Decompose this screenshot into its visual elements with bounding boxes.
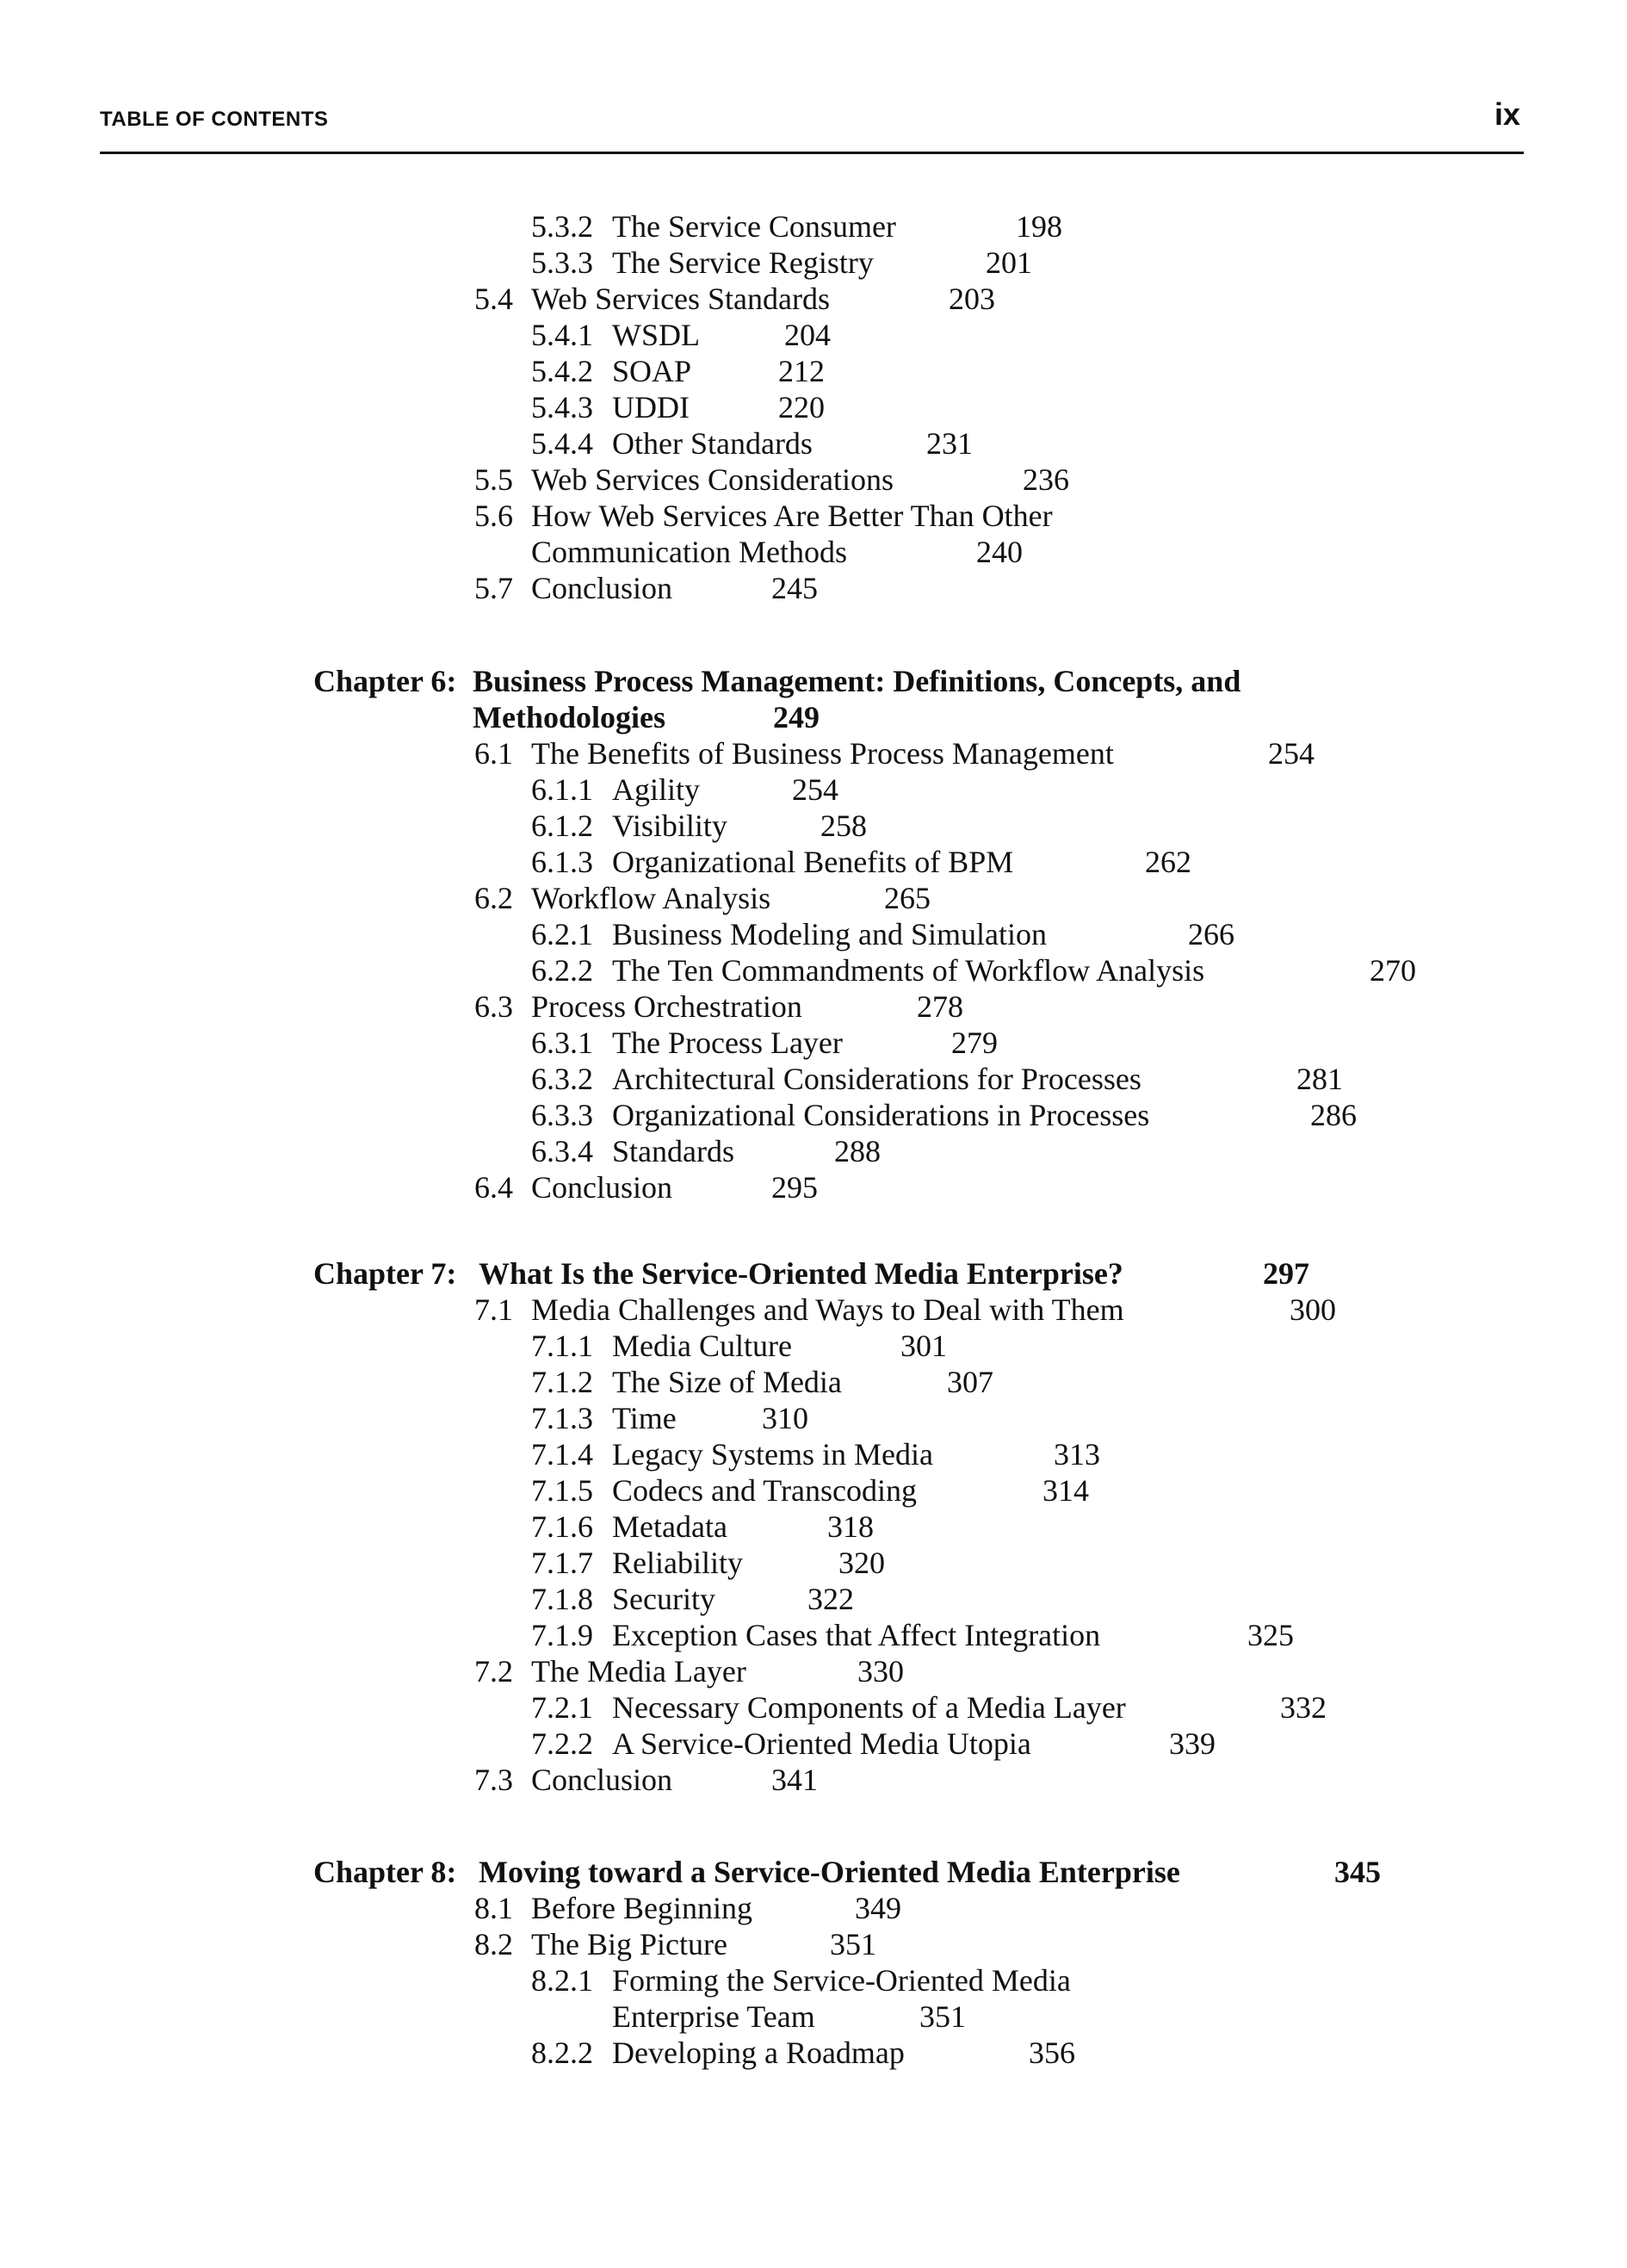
toc-title: Web Services Standards [531, 282, 831, 316]
chapter-6-heading[interactable] [313, 663, 1241, 699]
chapter-page: 345 [1334, 1855, 1381, 1889]
toc-number: 7.1.1 [531, 1329, 593, 1363]
chapter-title: Business Process Management: Definitions, Concepts, and [473, 664, 1241, 698]
toc-entry[interactable] [474, 1169, 818, 1205]
toc-page: 332 [1280, 1690, 1327, 1725]
toc-page: 236 [1023, 462, 1069, 497]
toc-title: Developing a Roadmap [612, 2036, 905, 2070]
toc-entry[interactable] [531, 1097, 1357, 1133]
toc-number: 6.1 [474, 736, 513, 771]
toc-number: 8.2 [474, 1927, 513, 1961]
toc-entry[interactable] [531, 1962, 1071, 1998]
chapter-6-heading-continuation[interactable] [473, 699, 820, 735]
toc-page: 320 [838, 1546, 885, 1580]
toc-entry[interactable] [474, 735, 1315, 771]
toc-number: 5.4.1 [531, 318, 593, 352]
toc-entry[interactable] [474, 1890, 901, 1926]
toc-title: Agility [612, 772, 701, 807]
toc-page: 301 [900, 1329, 947, 1363]
toc-title: Metadata [612, 1509, 727, 1544]
toc-number: 7.3 [474, 1763, 513, 1797]
toc-entry[interactable] [474, 1292, 1336, 1328]
toc-entry[interactable] [474, 498, 1053, 534]
toc-page: 201 [986, 245, 1032, 280]
toc-title: The Service Consumer [612, 209, 896, 244]
toc-title: Media Challenges and Ways to Deal with Them [531, 1292, 1124, 1327]
toc-page: 204 [784, 318, 831, 352]
toc-entry[interactable] [531, 952, 1416, 988]
toc-page: 314 [1042, 1473, 1089, 1508]
toc-title: A Service-Oriented Media Utopia [612, 1726, 1031, 1761]
toc-title: Communication Methods [531, 535, 847, 569]
toc-number: 6.1.2 [531, 809, 593, 843]
toc-title: Legacy Systems in Media [612, 1437, 933, 1472]
toc-title: Organizational Benefits of BPM [612, 845, 1014, 879]
toc-title: The Size of Media [612, 1365, 842, 1399]
toc-number: 6.3.3 [531, 1098, 593, 1132]
toc-number: 5.5 [474, 462, 513, 497]
running-head: TABLE OF CONTENTS [100, 108, 329, 131]
toc-title: Standards [612, 1134, 734, 1168]
toc-entry[interactable] [474, 1653, 904, 1689]
toc-number: 7.1.3 [531, 1401, 593, 1435]
toc-page: 262 [1145, 845, 1191, 879]
toc-number: 7.1.9 [531, 1618, 593, 1652]
toc-number: 5.4.2 [531, 354, 593, 388]
toc-entry[interactable] [531, 1400, 808, 1436]
toc-number: 5.4 [474, 282, 513, 316]
toc-page: 300 [1290, 1292, 1336, 1327]
toc-page: 286 [1310, 1098, 1357, 1132]
toc-page: 356 [1029, 2036, 1075, 2070]
toc-page: 322 [807, 1582, 854, 1616]
toc-entry[interactable] [531, 1509, 874, 1545]
toc-number: 7.2 [474, 1654, 513, 1689]
toc-page: 254 [1268, 736, 1315, 771]
toc-page: 279 [951, 1026, 998, 1060]
toc-number: 6.4 [474, 1170, 513, 1205]
toc-page: 307 [947, 1365, 993, 1399]
toc-page: 258 [820, 809, 867, 843]
chapter-page: 297 [1263, 1256, 1309, 1291]
toc-entry[interactable] [531, 1617, 1294, 1653]
toc-entry[interactable] [531, 1328, 947, 1364]
chapter-title: Moving toward a Service-Oriented Media Enterprise [479, 1855, 1180, 1889]
toc-page: 295 [771, 1170, 818, 1205]
toc-number: 6.1.1 [531, 772, 593, 807]
toc-entry[interactable] [531, 1689, 1327, 1726]
toc-title: Enterprise Team [612, 1999, 815, 2034]
toc-entry[interactable] [531, 1726, 1216, 1762]
toc-number: 6.3 [474, 989, 513, 1024]
toc-number: 8.1 [474, 1891, 513, 1925]
chapter-8-heading[interactable] [313, 1854, 1381, 1890]
toc-page: 212 [778, 354, 825, 388]
chapter-label: Chapter 6: [313, 664, 457, 698]
toc-entry[interactable] [531, 1436, 1100, 1472]
toc-number: 6.3.1 [531, 1026, 593, 1060]
toc-page: 339 [1169, 1726, 1216, 1761]
toc-entry[interactable] [474, 281, 995, 317]
toc-title: WSDL [612, 318, 700, 352]
toc-entry[interactable] [474, 462, 1069, 498]
toc-entry-continuation[interactable] [474, 534, 1023, 570]
toc-page: 203 [949, 282, 995, 316]
toc-title: How Web Services Are Better Than Other [531, 499, 1053, 533]
toc-entry[interactable] [531, 1061, 1343, 1097]
toc-title: Media Culture [612, 1329, 792, 1363]
toc-entry[interactable] [531, 208, 1062, 245]
toc-page: 266 [1188, 917, 1234, 951]
toc-page: 198 [1016, 209, 1062, 244]
toc-page: 351 [919, 1999, 966, 2034]
page-number: ix [1494, 96, 1520, 132]
toc-entry[interactable] [531, 1364, 993, 1400]
toc-number: 6.2 [474, 881, 513, 915]
toc-number: 7.2.1 [531, 1690, 593, 1725]
toc-page: 240 [976, 535, 1023, 569]
toc-page: 254 [792, 772, 838, 807]
toc-entry[interactable] [531, 1472, 1089, 1509]
toc-page: 341 [771, 1763, 818, 1797]
toc-title: Architectural Considerations for Processes [612, 1062, 1141, 1096]
toc-page: 288 [834, 1134, 881, 1168]
toc-entry[interactable] [474, 570, 818, 606]
toc-title: Visibility [612, 809, 727, 843]
toc-entry[interactable] [531, 844, 1191, 880]
toc-entry[interactable] [531, 1133, 881, 1169]
toc-number: 7.1.6 [531, 1509, 593, 1544]
toc-entry[interactable] [474, 1762, 818, 1798]
toc-page: 270 [1370, 953, 1416, 988]
toc-title: Before Beginning [531, 1891, 752, 1925]
toc-page: 220 [778, 390, 825, 424]
toc-number: 5.4.3 [531, 390, 593, 424]
chapter-label: Chapter 7: [313, 1256, 457, 1291]
toc-number: 5.7 [474, 571, 513, 605]
toc-number: 6.2.2 [531, 953, 593, 988]
toc-title: Workflow Analysis [531, 881, 771, 915]
toc-title: Business Modeling and Simulation [612, 917, 1048, 951]
toc-title: Reliability [612, 1546, 743, 1580]
toc-title: UDDI [612, 390, 690, 424]
toc-number: 6.1.3 [531, 845, 593, 879]
toc-title: Necessary Components of a Media Layer [612, 1690, 1126, 1725]
toc-page: 313 [1054, 1437, 1100, 1472]
toc-page: 265 [884, 881, 931, 915]
toc-entry[interactable] [474, 1926, 876, 1962]
toc-title: The Big Picture [531, 1927, 727, 1961]
toc-page: 318 [827, 1509, 874, 1544]
toc-entry[interactable] [531, 317, 831, 353]
toc-title: Time [612, 1401, 677, 1435]
toc-entry[interactable] [531, 425, 973, 462]
toc-title: Web Services Considerations [531, 462, 894, 497]
toc-number: 6.3.4 [531, 1134, 593, 1168]
toc-title: Organizational Considerations in Processes [612, 1098, 1150, 1132]
toc-title: Forming the Service-Oriented Media [612, 1963, 1071, 1998]
toc-number: 7.1.4 [531, 1437, 593, 1472]
toc-title: The Ten Commandments of Workflow Analysis [612, 953, 1205, 988]
toc-entry[interactable] [531, 1545, 885, 1581]
toc-page: 351 [830, 1927, 876, 1961]
toc-title: Process Orchestration [531, 989, 802, 1024]
toc-number: 5.4.4 [531, 426, 593, 461]
toc-page: 231 [926, 426, 973, 461]
toc-title: Codecs and Transcoding [612, 1473, 917, 1508]
toc-entry[interactable] [531, 771, 838, 808]
toc-entry[interactable] [531, 916, 1234, 952]
toc-title: The Service Registry [612, 245, 874, 280]
toc-number: 7.1.2 [531, 1365, 593, 1399]
header-rule [100, 152, 1524, 154]
toc-entry[interactable] [531, 389, 825, 425]
toc-title: Conclusion [531, 1170, 673, 1205]
chapter-title: Methodologies [473, 700, 665, 734]
toc-page: 349 [855, 1891, 901, 1925]
toc-title: The Benefits of Business Process Management [531, 736, 1114, 771]
toc-entry[interactable] [531, 1025, 998, 1061]
toc-title: Security [612, 1582, 715, 1616]
toc-number: 8.2.1 [531, 1963, 593, 1998]
chapter-title: What Is the Service-Oriented Media Enterprise? [479, 1256, 1123, 1291]
toc-number: 6.3.2 [531, 1062, 593, 1096]
toc-number: 7.1.5 [531, 1473, 593, 1508]
toc-page: 278 [917, 989, 963, 1024]
toc-number: 5.6 [474, 499, 513, 533]
toc-entry[interactable] [531, 245, 1032, 281]
toc-number: 7.1 [474, 1292, 513, 1327]
toc-entry[interactable] [531, 353, 825, 389]
toc-entry[interactable] [531, 1581, 854, 1617]
toc-title: The Process Layer [612, 1026, 843, 1060]
toc-entry[interactable] [531, 2035, 1075, 2071]
toc-number: 8.2.2 [531, 2036, 593, 2070]
toc-entry-continuation[interactable] [531, 1998, 966, 2035]
chapter-7-heading[interactable] [313, 1255, 1309, 1292]
toc-title: Exception Cases that Affect Integration [612, 1618, 1101, 1652]
toc-number: 7.1.7 [531, 1546, 593, 1580]
toc-number: 7.1.8 [531, 1582, 593, 1616]
toc-title: The Media Layer [531, 1654, 746, 1689]
toc-title: Other Standards [612, 426, 813, 461]
chapter-page: 249 [773, 700, 820, 734]
toc-page: 281 [1296, 1062, 1343, 1096]
toc-number: 7.2.2 [531, 1726, 593, 1761]
toc-number: 6.2.1 [531, 917, 593, 951]
toc-title: Conclusion [531, 1763, 673, 1797]
toc-title: SOAP [612, 354, 692, 388]
toc-page: 330 [857, 1654, 904, 1689]
toc-number: 5.3.3 [531, 245, 593, 280]
chapter-label: Chapter 8: [313, 1855, 457, 1889]
toc-entry[interactable] [531, 808, 867, 844]
toc-page: 325 [1247, 1618, 1294, 1652]
toc-page: 245 [771, 571, 818, 605]
toc-entry[interactable] [474, 988, 963, 1025]
toc-page: 310 [762, 1401, 808, 1435]
toc-number: 5.3.2 [531, 209, 593, 244]
toc-title: Conclusion [531, 571, 673, 605]
toc-entry[interactable] [474, 880, 931, 916]
